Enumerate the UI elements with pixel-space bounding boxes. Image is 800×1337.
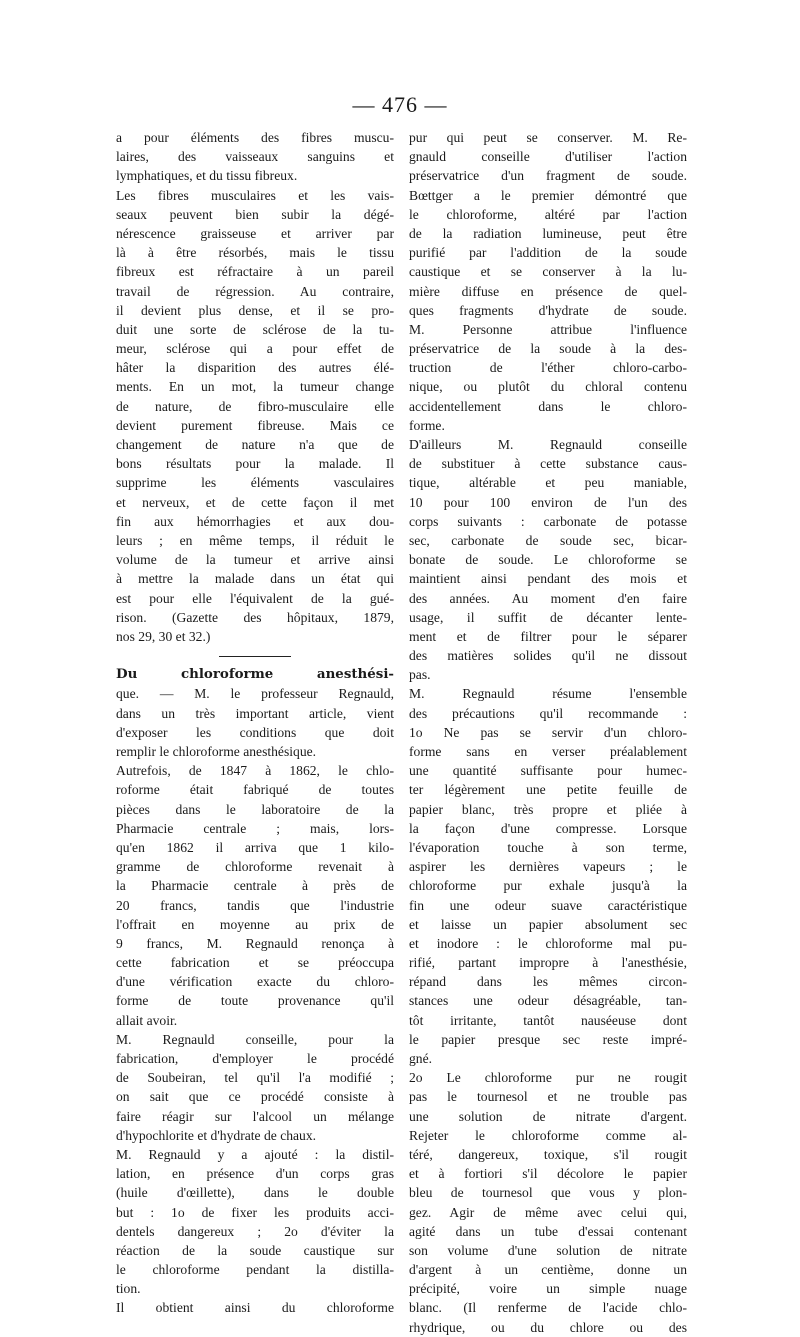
text-line: changement de nature n'a que de <box>116 437 394 452</box>
text-line: lation, en présence d'un corps gras <box>116 1166 394 1182</box>
text-line: des précautions qu'il recommande : <box>409 705 687 721</box>
text-line: usage, il suffit de décanter lente- <box>409 609 687 625</box>
text-line: chloroforme pur exhale jusqu'à la <box>409 878 687 894</box>
text-line: pas. <box>409 667 431 683</box>
text-line: l'évaporation touche à son terme, <box>409 839 687 855</box>
text-line: la façon d'une compresse. Lorsque <box>409 820 687 836</box>
text-line: bleu de tournesol que vous y plon- <box>409 1185 687 1201</box>
text-line: Rejeter le chloroforme comme al- <box>409 1127 687 1143</box>
text-line: Pharmacie centrale ; mais, lors- <box>116 820 394 836</box>
text-line: mière diffuse en présence de quel- <box>409 283 687 299</box>
text-line: M. Regnauld y a ajouté : la distil- <box>116 1146 394 1162</box>
text-line: fabrication, d'employer le procédé <box>116 1051 394 1066</box>
text-line: pas le tournesol et ne trouble pas <box>409 1089 687 1105</box>
text-line: le papier presque sec reste impré- <box>409 1031 687 1047</box>
text-line: d'hypochlorite et d'hydrate de chaux. <box>116 1127 317 1143</box>
text-line: une solution de nitrate d'argent. <box>409 1108 687 1124</box>
text-line: tion. <box>116 1281 141 1297</box>
text-line: M. Regnauld résume l'ensemble <box>409 686 687 702</box>
text-line: et nerveux, et de cette façon il met <box>116 494 394 510</box>
text-line: M. Personne attribue l'influence <box>409 321 687 337</box>
text-line: Les fibres musculaires et les vais- <box>116 187 394 203</box>
text-line: de substituer à cette substance caus- <box>409 456 687 472</box>
text-line: ques fragments d'hydrate de soude. <box>409 302 687 318</box>
text-line: des matières solides qu'il ne dissout <box>409 648 687 664</box>
text-line: gnauld conseille d'utiliser l'action <box>409 149 687 165</box>
text-line: la Pharmacie centrale à près de <box>116 878 394 894</box>
text-line: duit une sorte de sclérose de la tu- <box>116 321 394 337</box>
text-line: supprime les éléments vasculaires <box>116 475 394 491</box>
text-line: (huile d'œillette), dans le double <box>116 1185 394 1201</box>
text-line: forme de toute provenance qu'il <box>116 993 394 1009</box>
text-line: il devient plus dense, et il se pro- <box>116 302 394 318</box>
text-line: dans un très important article, vient <box>116 705 394 721</box>
text-line: nos 29, 30 et 32.) <box>116 628 211 644</box>
text-line: de nature, de fibro-musculaire elle <box>116 398 394 414</box>
text-line: purifié par l'addition de la soude <box>409 245 687 261</box>
text-line: préservatrice de la soude à la des- <box>409 341 687 357</box>
text-line: Bœttger a le premier démontré que <box>409 187 687 203</box>
text-line: blanc. (Il renferme de l'acide chlo- <box>409 1300 687 1316</box>
text-line: Autrefois, de 1847 à 1862, le chlo- <box>116 763 394 779</box>
text-line: D'ailleurs M. Regnauld conseille <box>409 437 687 452</box>
text-line: travail de régression. Au contraire, <box>116 283 394 299</box>
text-line: aspirer les dernières vapeurs ; le <box>409 859 687 875</box>
text-line: pur qui peut se conserver. M. Re- <box>409 130 687 145</box>
text-line: tôt irritante, tantôt nauséeuse dont <box>409 1012 687 1028</box>
text-line: pièces dans le laboratoire de la <box>116 801 394 817</box>
text-line: fin aux hémorrhagies et aux dou- <box>116 513 394 529</box>
text-line: on sait que ce procédé consiste à <box>116 1089 394 1105</box>
text-line: lymphatiques, et du tissu fibreux. <box>116 168 298 184</box>
text-line: ter légèrement une petite feuille de <box>409 782 687 798</box>
text-line: réaction de la soude caustique sur <box>116 1242 394 1258</box>
text-line: forme sans en verser préalablement <box>409 744 687 759</box>
text-line: a pour éléments des fibres muscu- <box>116 130 394 145</box>
text-line: remplir le chloroforme anesthésique. <box>116 744 317 759</box>
text-line: bons résultats pour la malade. Il <box>116 456 394 472</box>
text-line: ment et de filtrer pour le séparer <box>409 628 687 644</box>
text-line: volume de la tumeur et arrive ainsi <box>116 552 394 568</box>
text-line: but : 1o de fixer les produits acci- <box>116 1204 394 1220</box>
text-line: nérescence graisseuse et arriver par <box>116 225 394 241</box>
text-line: forme. <box>409 417 445 433</box>
text-line: l'offrait en moyenne au prix de <box>116 916 394 932</box>
text-line: est pour elle l'équivalent de la gué- <box>116 590 394 606</box>
text-line: qu'en 1862 il arriva que 1 kilo- <box>116 839 394 855</box>
text-line: seaux peuvent bien subir la dégé- <box>116 206 394 222</box>
text-line: truction de l'éther chloro-carbo- <box>409 360 687 376</box>
text-line: hâter la disparition des autres élé- <box>116 360 394 376</box>
text-line: gramme de chloroforme revenait à <box>116 859 394 875</box>
text-line: corps suivants : carbonate de potasse <box>409 513 687 529</box>
text-line: meur, sclérose qui a pour effet de <box>116 341 394 357</box>
text-line: des années. Au moment d'en faire <box>409 590 687 606</box>
text-line: nique, ou plutôt du chloral contenu <box>409 379 687 395</box>
text-line: caustique et se conserver à la lu- <box>409 264 687 280</box>
text-line: devient purement fibreuse. Mais ce <box>116 417 394 433</box>
text-line: le chloroforme, altéré par l'action <box>409 206 687 222</box>
text-line: d'exposer les conditions que doit <box>116 724 394 740</box>
text-line: tique, altérable et peu maniable, <box>409 475 687 491</box>
text-line: précipité, voire un simple nuage <box>409 1281 687 1297</box>
text-line: 10 pour 100 environ de l'un des <box>409 494 687 510</box>
page-number: — 476 — <box>352 92 448 117</box>
text-line: et à fortiori s'il décolore le papier <box>409 1166 687 1182</box>
text-line: maintient ainsi pendant des mois et <box>409 571 687 587</box>
text-line: gné. <box>409 1051 433 1066</box>
text-line: M. Regnauld conseille, pour la <box>116 1031 394 1047</box>
text-line: allait avoir. <box>116 1012 178 1028</box>
text-line: gez. Agir de même avec celui qui, <box>409 1204 687 1220</box>
text-line: et inodore : le chloroforme mal pu- <box>409 935 687 951</box>
text-line: son volume d'une solution de nitrate <box>409 1242 687 1258</box>
text-line: que. — M. le professeur Regnauld, <box>116 686 394 702</box>
text-line: rison. (Gazette des hôpitaux, 1879, <box>116 609 394 625</box>
text-line: Il obtient ainsi du chloroforme <box>116 1300 394 1316</box>
text-line: stances une odeur désagréable, tan- <box>409 993 687 1009</box>
section-divider <box>116 646 394 665</box>
text-line: là à être résorbés, mais le tissu <box>116 245 394 261</box>
text-line: et laisse un papier absolument sec <box>409 916 687 932</box>
text-line: accidentellement dans le chloro- <box>409 398 687 414</box>
text-line: à mettre la malade dans un état qui <box>116 571 394 587</box>
text-line: roforme était fabriqué de toutes <box>116 782 394 798</box>
text-line: rhydrique, ou du chlore ou des <box>409 1319 687 1335</box>
text-line: téré, dangereux, toxique, s'il rougit <box>409 1146 687 1162</box>
text-line: dentels dangereux ; 2o d'éviter la <box>116 1223 394 1239</box>
text-line: préservatrice d'un fragment de soude. <box>409 168 687 184</box>
text-line: 20 francs, tandis que l'industrie <box>116 897 394 913</box>
text-line: agité dans un tube d'essai contenant <box>409 1223 687 1239</box>
left-text-column <box>116 128 394 1318</box>
text-line: bonate de soude. Le chloroforme se <box>409 552 687 568</box>
text-line: papier blanc, très propre et pliée à <box>409 801 687 817</box>
text-line: une quantité suffisante pour humec- <box>409 763 687 779</box>
text-line: faire réagir sur l'alcool un mélange <box>116 1108 394 1124</box>
text-line: 2o Le chloroforme pur ne rougit <box>409 1070 687 1086</box>
text-line: cette fabrication et se préoccupa <box>116 955 394 971</box>
section-heading: Du chloroforme anesthési- <box>116 666 394 683</box>
text-line: laires, des vaisseaux sanguins et <box>116 149 394 165</box>
text-line: de la radiation lumineuse, peut être <box>409 225 687 241</box>
text-line: rifié, partant impropre à l'anesthésie, <box>409 955 687 971</box>
text-line: le chloroforme pendant la distilla- <box>116 1262 394 1278</box>
right-text-column <box>409 128 687 1337</box>
text-line: leurs ; en même temps, il réduit le <box>116 532 394 548</box>
text-line: fin une odeur suave caractéristique <box>409 897 687 913</box>
text-line: sec, carbonate de soude sec, bicar- <box>409 532 687 548</box>
text-line: d'argent à un centième, donne un <box>409 1262 687 1278</box>
text-line: 1o Ne pas se servir d'un chloro- <box>409 724 687 740</box>
text-line: répand dans les mêmes circon- <box>409 974 687 990</box>
text-line: ments. En un mot, la tumeur change <box>116 379 394 395</box>
text-line: d'une vérification exacte du chloro- <box>116 974 394 990</box>
text-line: de Soubeiran, tel qu'il l'a modifié ; <box>116 1070 394 1086</box>
text-line: 9 francs, M. Regnauld renonça à <box>116 935 394 951</box>
text-line: fibreux est réfractaire à un pareil <box>116 264 394 280</box>
